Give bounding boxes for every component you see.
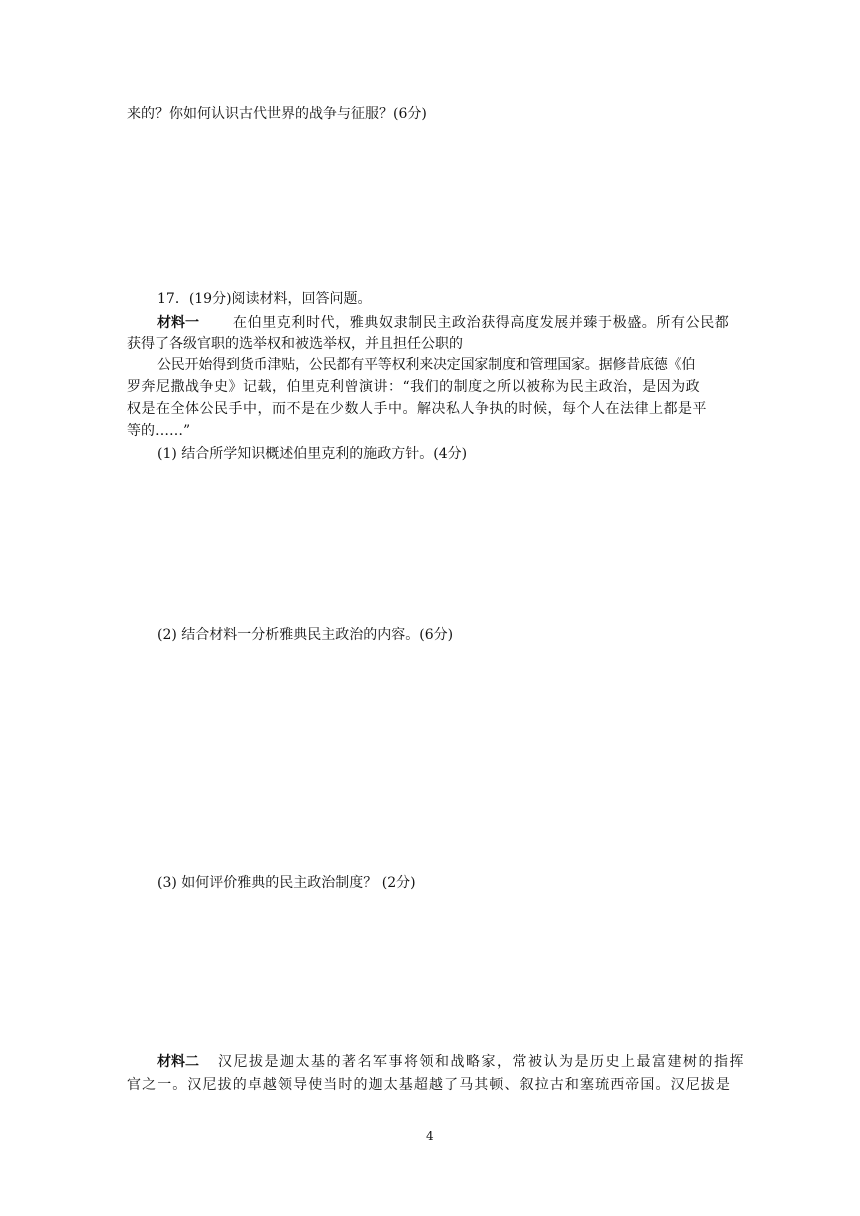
material-two-line: 官之一。汉尼拔的卓越领导使当时的迦太基超越了马其顿、叙拉古和塞琉西帝国。汉尼拔是 (127, 1077, 731, 1093)
q17-header: 17．(19分)阅读材料，回答问题。 (157, 291, 372, 307)
top-question-line: 来的？你如何认识古代世界的战争与征服？(6分) (127, 106, 427, 122)
material-one-label: 材料一 (157, 315, 199, 331)
material-two-label: 材料二 (157, 1054, 199, 1070)
material-one-line: 罗奔尼撒战争史》记载，伯里克利曾演讲：“我们的制度之所以被称为民主政治，是因为政 (127, 379, 701, 395)
material-one-line: 在伯里克利时代，雅典奴隶制民主政治获得高度发展并臻于极盛。所有公民都 (233, 315, 730, 331)
page-number: 4 (426, 1129, 434, 1143)
sub-question-1: (1) 结合所学知识概述伯里克利的施政方针。(4分) (157, 446, 468, 462)
material-one-line: 权是在全体公民手中，而不是在少数人手中。解决私人争执的时候，每个人在法律上都是平 (127, 401, 707, 417)
material-one-line: 获得了各级官职的选举权和被选举权，并且担任公职的 (127, 336, 463, 352)
material-one-line: 公民开始得到货币津贴，公民都有平等权利来决定国家制度和管理国家。据修昔底德《伯 (157, 357, 696, 373)
material-two-line: 汉尼拔是迦太基的著名军事将领和战略家，常被认为是历史上最富建树的指挥 (218, 1054, 745, 1070)
sub-question-2: (2) 结合材料一分析雅典民主政治的内容。(6分) (157, 627, 454, 643)
sub-question-3: (3) 如何评价雅典的民主政治制度？ (2分) (157, 875, 416, 891)
material-one-line: 等的……” (127, 423, 191, 439)
